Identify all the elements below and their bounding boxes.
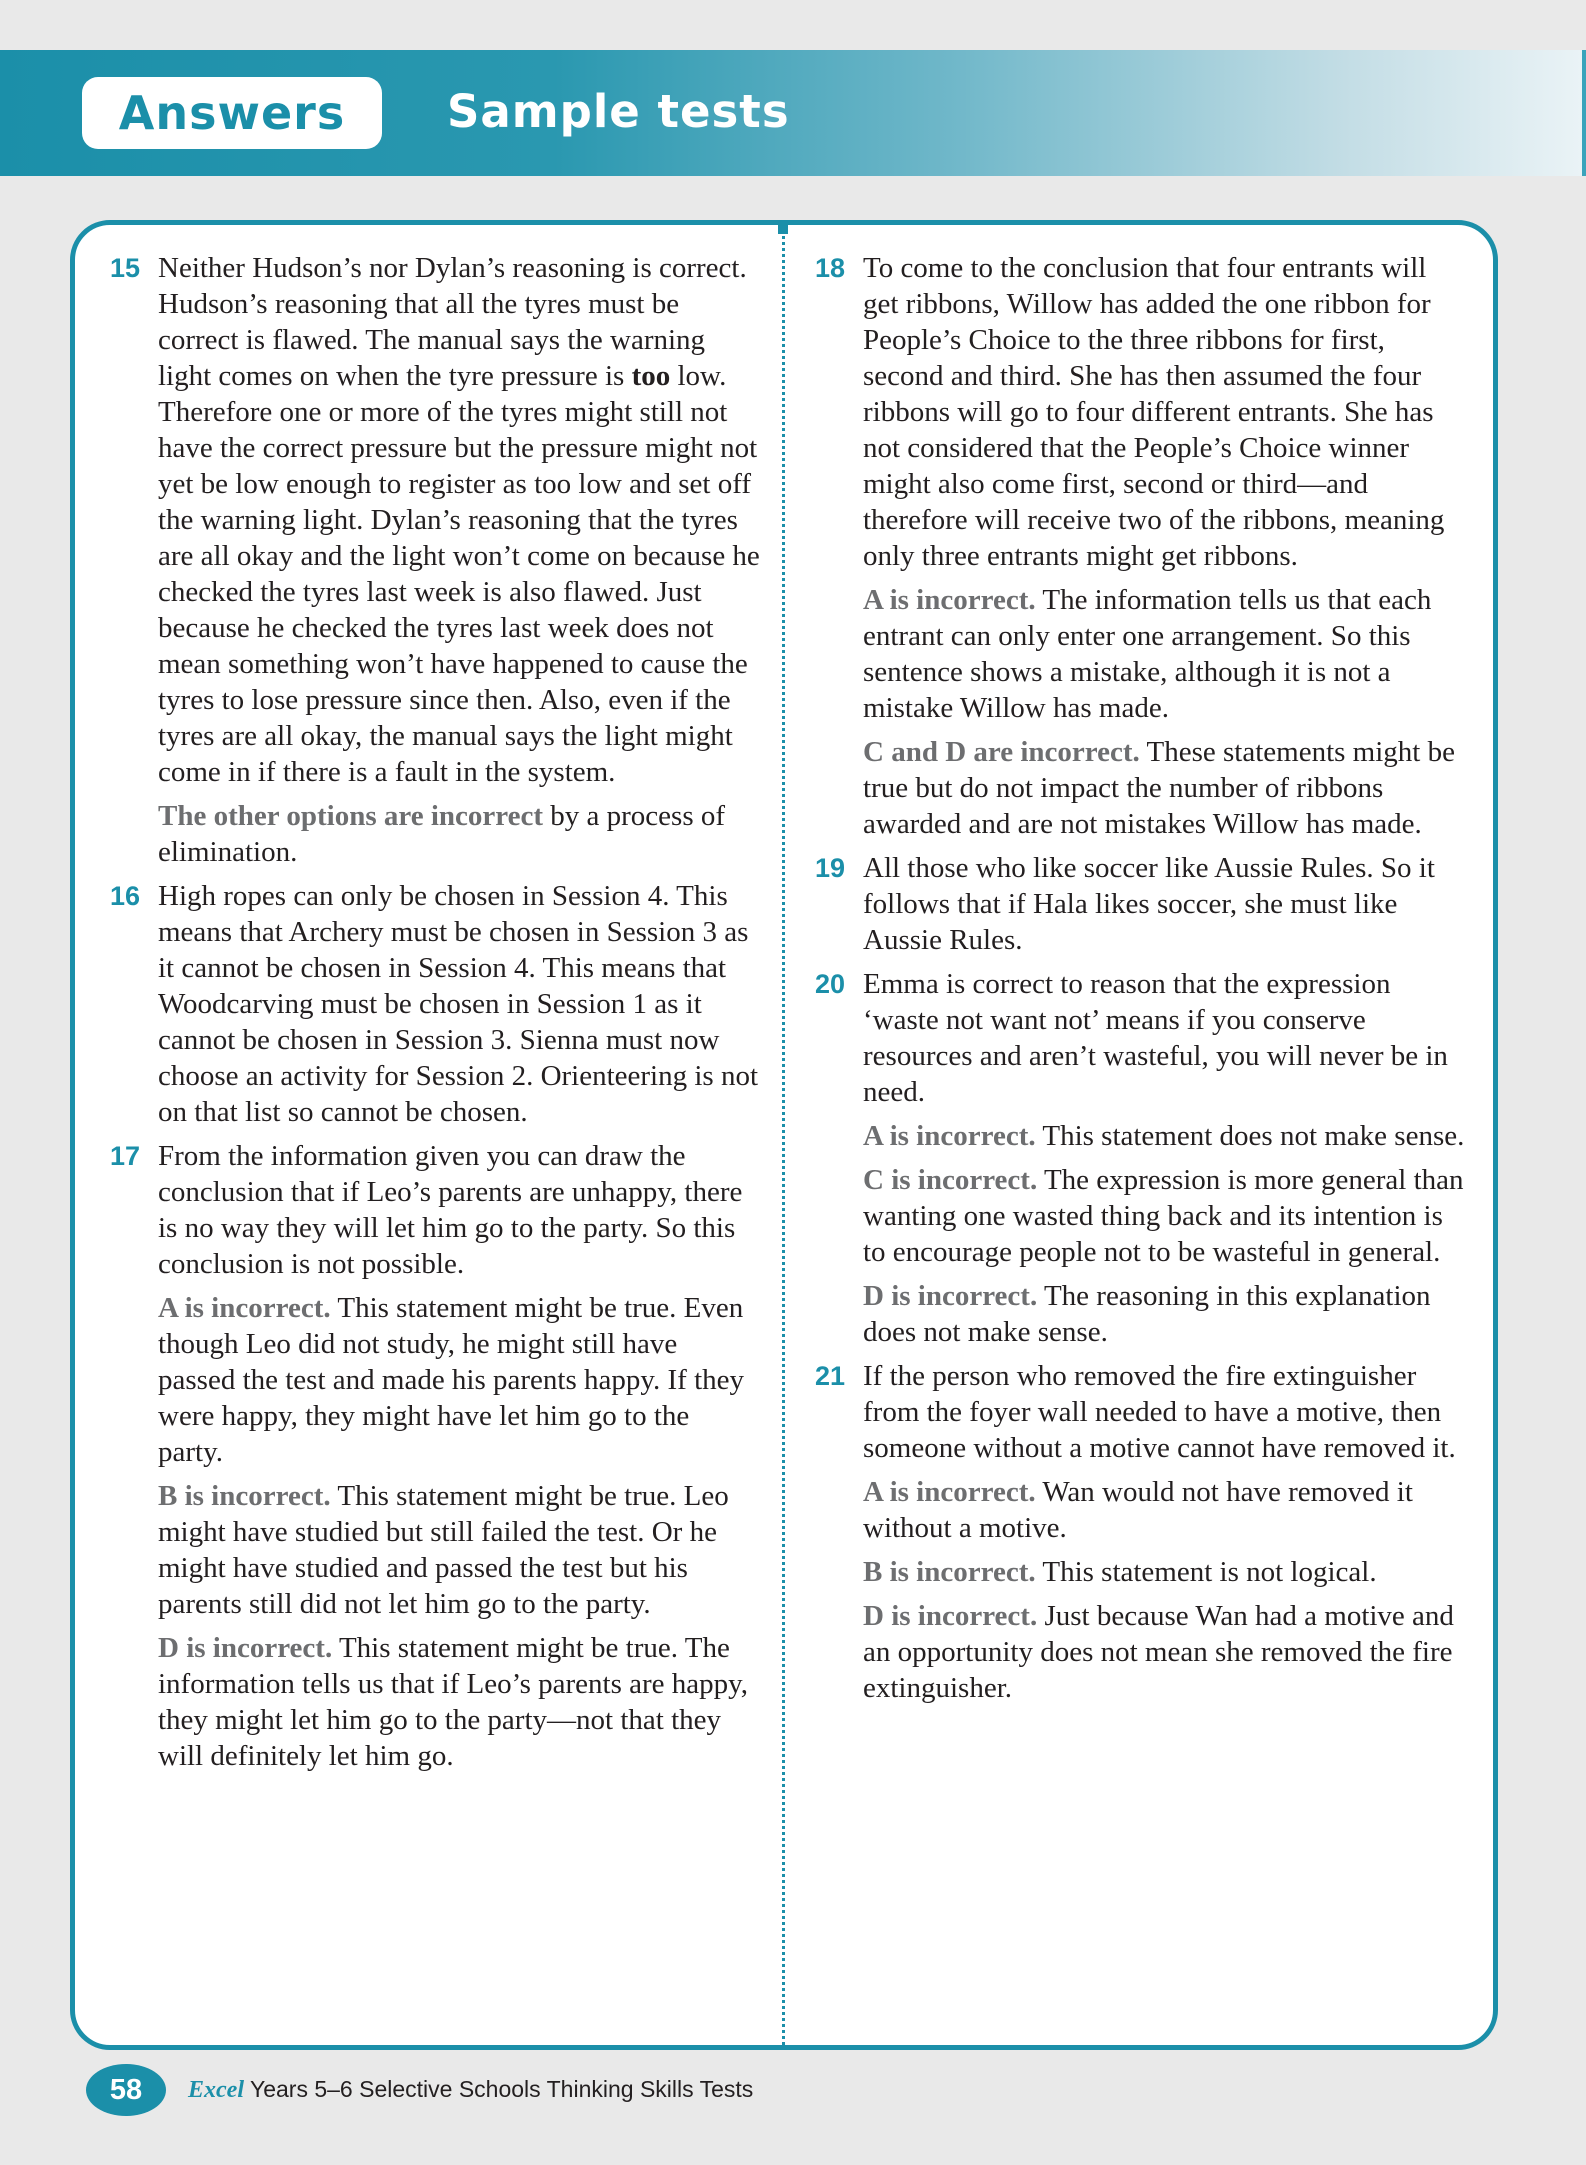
section-title: Sample tests <box>447 84 790 138</box>
option-note: B is incorrect. This statement is not logical. <box>863 1556 1377 1588</box>
answer-explanation: From the information given you can draw the conclusion that if Leo’s parents are unhappy, there is no way they will let him go to the party. So this conclusion is not possible. <box>158 1140 743 1280</box>
option-note: A is incorrect. Wan would not have removed it without a motive. <box>863 1476 1413 1544</box>
question-number: 18 <box>815 253 846 283</box>
option-label: C is incorrect. <box>863 1164 1038 1196</box>
option-note: The other options are incorrect by a process of elimination. <box>158 800 726 868</box>
question-number: 21 <box>815 1361 846 1391</box>
option-note: A is incorrect. This statement might be true. Even though Leo did not study, he might still have passed the test and made his parents happy. If they were happy, they might have let him go to the party. <box>158 1292 745 1468</box>
divider-marker <box>778 224 788 234</box>
brand-logo: Excel <box>188 2077 244 2103</box>
option-note: B is incorrect. This statement might be true. Leo might have studied but still failed the test. Or he might have studied and passed the test but his parents still did not let him go to the party. <box>158 1480 729 1620</box>
option-note: A is incorrect. This statement does not make sense. <box>863 1120 1465 1152</box>
book-title-text: Years 5–6 Selective Schools Thinking Skills Tests <box>249 2076 754 2102</box>
question-number: 17 <box>110 1141 141 1171</box>
page-footer <box>86 2062 753 2118</box>
option-note: D is incorrect. This statement might be true. The information tells us that if Leo’s parents are happy, they might let him go to the party—not that they will definitely let him go. <box>158 1632 749 1772</box>
emphasis-text: too <box>631 360 671 392</box>
option-label: D is incorrect. <box>863 1600 1038 1632</box>
option-label: A is incorrect. <box>863 1120 1036 1152</box>
answer-15 <box>110 250 760 870</box>
answer-explanation: High ropes can only be chosen in Session 4. This means that Archery must be chosen in Session 3 as it cannot be chosen in Session 4. This means that Woodcarving must be chosen in Session 1 as it cannot be chosen in Session 3. Sienna must now choose an activity for Session 2. Orienteering is not on that list so cannot be chosen. <box>158 880 759 1128</box>
answers-tab: Answers <box>82 77 382 149</box>
answer-21 <box>815 1358 1465 1706</box>
answer-20 <box>815 966 1465 1350</box>
option-label: B is incorrect. <box>863 1556 1036 1588</box>
option-note: D is incorrect. Just because Wan had a motive and an opportunity does not mean she removed the fire extinguisher. <box>863 1600 1454 1704</box>
question-number: 16 <box>110 881 141 911</box>
answer-18 <box>815 250 1465 842</box>
page-number: 58 <box>86 2064 166 2116</box>
option-label: D is incorrect. <box>158 1632 333 1664</box>
option-label: B is incorrect. <box>158 1480 331 1512</box>
question-number: 19 <box>815 853 846 883</box>
option-label: D is incorrect. <box>863 1280 1038 1312</box>
option-label: A is incorrect. <box>158 1292 331 1324</box>
question-number: 15 <box>110 253 141 283</box>
answer-16 <box>110 878 760 1130</box>
left-column <box>110 250 760 1782</box>
answer-17 <box>110 1138 760 1774</box>
answer-19 <box>815 850 1465 958</box>
option-label: C and D are incorrect. <box>863 736 1140 768</box>
option-note: D is incorrect. The reasoning in this explanation does not make sense. <box>863 1280 1431 1348</box>
option-note: C is incorrect. The expression is more general than wanting one wasted thing back and its intention is to encourage people not to be wasteful in general. <box>863 1164 1464 1268</box>
column-divider <box>782 225 785 2045</box>
answer-explanation: Emma is correct to reason that the expression ‘waste not want not’ means if you conserve resources and aren’t wasteful, you will never be in need. <box>863 968 1448 1108</box>
question-number: 20 <box>815 969 846 999</box>
option-note: C and D are incorrect. These statements might be true but do not impact the number of ribbons awarded and are not mistakes Willow has made. <box>863 736 1455 840</box>
answer-explanation: All those who like soccer like Aussie Rules. So it follows that if Hala likes soccer, she must like Aussie Rules. <box>863 852 1435 956</box>
option-label: The other options are incorrect <box>158 800 544 832</box>
answer-explanation: To come to the conclusion that four entrants will get ribbons, Willow has added the one ribbon for People’s Choice to the three ribbons for first, second and third. She has then assumed the four ribbons will go to four different entrants. She has not considered that the People’s Choice winner might also come first, second or third—and therefore will receive two of the ribbons, meaning only three entrants might get ribbons. <box>863 252 1445 572</box>
right-column <box>815 250 1465 1714</box>
answer-explanation: If the person who removed the fire extinguisher from the foyer wall needed to have a motive, then someone without a motive cannot have removed it. <box>863 1360 1456 1464</box>
option-note: A is incorrect. The information tells us that each entrant can only enter one arrangement. So this sentence shows a mistake, although it is not a mistake Willow has made. <box>863 584 1432 724</box>
answer-explanation: Neither Hudson’s nor Dylan’s reasoning is correct. Hudson’s reasoning that all the tyres must be correct is flawed. The manual says the warning light comes on when the tyre pressure is too low. Therefore one or more of the tyres might still not have the correct pressure but the pressure might not yet be low enough to register as too low and set off the warning light. Dylan’s reasoning that the tyres are all okay and the light won’t come on because he checked the tyres last week is also flawed. Just because he checked the tyres last week does not mean something won’t have happened to cause the tyres to lose pressure since then. Also, even if the tyres are all okay, the manual says the light might come in if there is a fault in the system. <box>158 252 760 788</box>
option-label: A is incorrect. <box>863 1476 1036 1508</box>
option-label: A is incorrect. <box>863 584 1036 616</box>
book-title <box>188 2076 753 2104</box>
